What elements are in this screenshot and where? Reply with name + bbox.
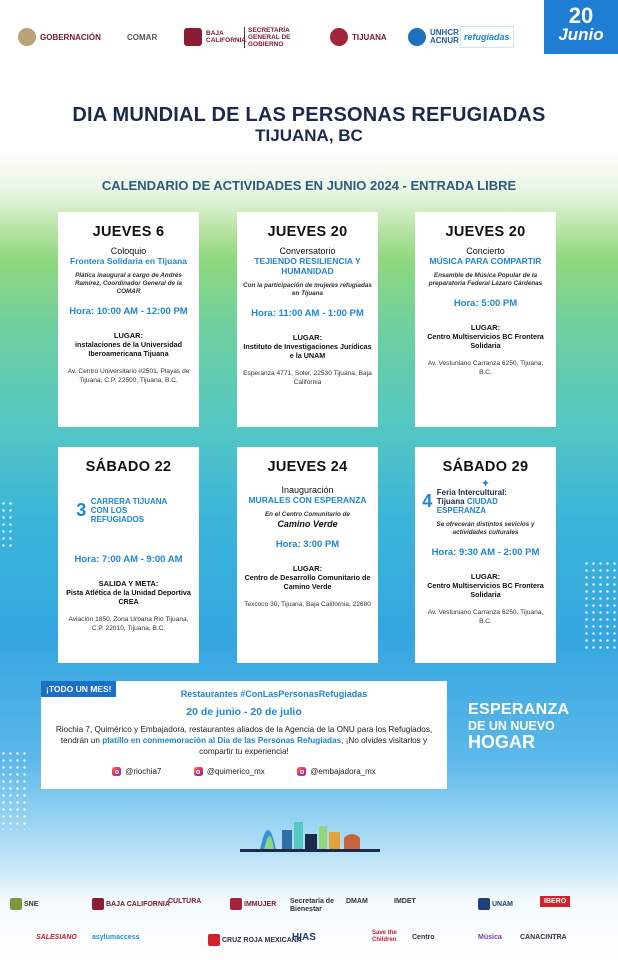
- event-day: SÁBADO 22: [85, 459, 172, 475]
- event-card-jueves-24: [237, 447, 378, 663]
- event-description: Se ofrecerán distintos sevicios y actividades culturales: [436, 521, 535, 536]
- event-description: Ensamble de Música Popular de la preparatoria Federal Lázaro Cárdenas: [428, 272, 543, 287]
- page-subtitle: TIJUANA, BC: [255, 126, 363, 145]
- decorative-dots: [0, 500, 14, 550]
- footer-logos: [0, 890, 618, 960]
- event-place: Centro Multiservicios BC Frontera Solidaria: [427, 581, 544, 599]
- footer-logo: Centro: [412, 934, 435, 941]
- social-handle-embajadora[interactable]: @embajadora_mx: [297, 767, 375, 776]
- event-place: Centro Multiservicios BC Frontera Solidaria: [427, 332, 544, 350]
- event-place-label: LUGAR:: [113, 331, 144, 340]
- event-name-prefix: Tijuana: [436, 497, 465, 506]
- event-place-label: LUGAR:: [292, 564, 323, 573]
- event-time: Hora: 11:00 AM - 1:00 PM: [251, 308, 364, 319]
- event-day: SÁBADO 29: [442, 459, 529, 475]
- footer-logo: HIAS: [292, 932, 316, 943]
- event-place-label: LUGAR:: [292, 333, 323, 342]
- shield-icon: [184, 28, 202, 46]
- event-type: Coloquio: [110, 246, 147, 256]
- logo-mark-icon: [10, 898, 22, 910]
- dove-icon: ✦: [480, 478, 491, 490]
- footer-logo: CULTURA: [168, 898, 202, 905]
- month-tag: ¡TODO UN MES!: [41, 681, 116, 697]
- footer-logo: CRUZ ROJA MEXICANA: [208, 934, 302, 946]
- footer-logo: IMDET: [394, 898, 416, 905]
- event-day: JUEVES 20: [445, 224, 526, 240]
- event-time: Hora: 10:00 AM - 12:00 PM: [69, 306, 188, 317]
- event-card-sabado-29: [415, 447, 556, 663]
- footer-logo: SALESIANO: [36, 934, 77, 941]
- edition-number: 3: [76, 500, 87, 520]
- social-handles: [41, 767, 447, 776]
- event-time: Hora: 3:00 PM: [275, 539, 340, 550]
- event-description-emphasis: Camino Verde: [277, 519, 338, 529]
- restaurants-info-box: [41, 681, 447, 789]
- event-description: Plática inaugural a cargo de Andrés Ramírez, Coordinador General de la COMAR: [74, 272, 183, 295]
- baja-california-logo: BAJA CALIFORNIA SECRETARÍA GENERAL DE GOBIERNO: [184, 26, 322, 48]
- event-place: instalaciones de la Universidad Iberoamericana Tijuana: [74, 340, 183, 358]
- footer-logo: SNE: [10, 898, 38, 910]
- unhcr-logo: UNHCR ACNUR: [408, 26, 464, 48]
- event-name: CARRERA TIJUANA CON LOS REFUGIADOS: [90, 497, 168, 524]
- event-place: Pista Atlética de la Unidad Deportiva CREA: [66, 588, 191, 606]
- event-address: Av. Vestuniano Carranza 6250, Tijuana, B.C.: [427, 360, 544, 376]
- slogan: ESPERANZA DE UN NUEVO HOGAR: [468, 701, 570, 752]
- event-time: Hora: 9:30 AM - 2:00 PM: [431, 547, 540, 558]
- event-day: JUEVES 20: [267, 224, 348, 240]
- instagram-icon: [194, 767, 203, 776]
- unhcr-hands-icon: [408, 28, 426, 46]
- instagram-icon: [297, 767, 306, 776]
- footer-logo: BAJA CALIFORNIA: [92, 898, 170, 910]
- social-handle-riochia[interactable]: @riochia7: [112, 767, 161, 776]
- event-description: En el Centro Comunitario de: [264, 511, 350, 518]
- social-handle-quimerico[interactable]: @quimerico_mx: [194, 767, 265, 776]
- tijuana-logo: TIJUANA: [330, 26, 387, 48]
- event-card-jueves-6: [58, 212, 199, 427]
- gobernacion-logo: GOBERNACIÓN: [18, 26, 101, 48]
- footer-logo: IMMUJER: [230, 898, 276, 910]
- event-name: Frontera Solidaria en Tijuana: [70, 256, 187, 266]
- footer-logo: IBERO: [540, 896, 570, 907]
- footer-logo: Música: [478, 934, 502, 941]
- event-type: Inauguración: [281, 485, 334, 495]
- event-place-label: SALIDA Y META:: [98, 579, 159, 588]
- event-place-label: LUGAR:: [470, 323, 501, 332]
- page-title: DIA MUNDIAL DE LAS PERSONAS REFUGIADAS: [72, 104, 546, 126]
- refugiadas-logo: refugiadas: [460, 26, 514, 48]
- event-title-row: [421, 488, 550, 515]
- logo-mark-icon: [478, 898, 490, 910]
- event-address: Esperanza 4771, Soler, 22530 Tijuana, Baja California: [243, 370, 372, 386]
- restaurants-description: Riochia 7, Quimérico y Embajadora, restaurantes aliados de la Agencia de la ONU para los Refugiados, tendrán un platillo en conmemoración al Día de las Personas Refugiadas, ¡No olvides visitarlos y compartir tu experiencia!: [55, 725, 433, 756]
- event-name: TEJIENDO RESILIENCIA Y HUMANIDAD: [254, 256, 361, 276]
- tijuana-skyline-illustration: [240, 800, 380, 852]
- event-name: MÚSICA PARA COMPARTIR: [429, 256, 542, 266]
- event-card-sabado-22: [58, 447, 199, 663]
- event-address: Aviación 1850, Zona Urbana Rio Tijuana, C.P. 22010, Tijuana, B.C.: [68, 616, 189, 632]
- event-card-jueves-20-concierto: [415, 212, 556, 427]
- logo-mark-icon: [92, 898, 104, 910]
- date-badge: 20 Junio: [544, 0, 618, 54]
- event-type: Conversatorio: [279, 246, 336, 256]
- comar-logo: COMAR: [127, 32, 158, 42]
- red-cross-icon: [208, 934, 220, 946]
- event-address: Av. Centro Universitario #2501, Playas de Tijuana, C.P. 22500, Tijuana, B.C.: [67, 368, 190, 384]
- header-logos: [0, 0, 618, 80]
- footer-logo: Save the Children: [372, 930, 397, 943]
- restaurants-dates: 20 de junio - 20 de julio: [186, 706, 302, 718]
- event-place: Instituto de Investigaciones Jurídicas e la UNAM: [243, 342, 372, 360]
- event-type: Concierto: [466, 246, 505, 256]
- event-name: CIUDAD ESPERANZA: [436, 497, 498, 515]
- crest-icon: [330, 28, 348, 46]
- instagram-icon: [112, 767, 121, 776]
- event-place-label: LUGAR:: [470, 572, 501, 581]
- event-title-row: [64, 497, 193, 524]
- event-place: Centro de Desarrollo Comunitario de Camino Verde: [244, 573, 371, 591]
- footer-logo: CANACINTRA: [520, 934, 567, 941]
- event-type: Feria Intercultural:: [436, 488, 507, 497]
- event-time: Hora: 5:00 PM: [453, 298, 518, 309]
- calendar-title: CALENDARIO DE ACTIVIDADES EN JUNIO 2024 - ENTRADA LIBRE: [101, 178, 517, 193]
- event-day: JUEVES 6: [92, 224, 165, 240]
- edition-number: 4: [422, 491, 433, 511]
- footer-logo: Secretaría de Bienestar: [290, 898, 334, 913]
- footer-logo: asylumaccess: [92, 934, 140, 941]
- event-address: Texcoco 30, Tijuana, Baja California, 22680: [244, 601, 371, 608]
- footer-logo: UNAM: [478, 898, 513, 910]
- footer-logo: DMAM: [346, 898, 368, 905]
- event-address: Av. Vestuniano Carranza 6250, Tijuana, B.C.: [427, 609, 544, 625]
- event-time: Hora: 7:00 AM - 9:00 AM: [74, 554, 183, 565]
- event-name: MURALES CON ESPERANZA: [248, 495, 367, 505]
- decorative-dots: [583, 560, 617, 650]
- logo-mark-icon: [230, 898, 242, 910]
- eagle-emblem-icon: [18, 28, 36, 46]
- decorative-dots: [0, 750, 26, 830]
- event-card-jueves-20-conversatorio: [237, 212, 378, 427]
- restaurants-title: Restaurantes #ConLasPersonasRefugiadas: [180, 689, 368, 699]
- event-description: Con la participación de mujeres refugiadas en Tijuana: [243, 282, 372, 297]
- event-day: JUEVES 24: [267, 459, 348, 475]
